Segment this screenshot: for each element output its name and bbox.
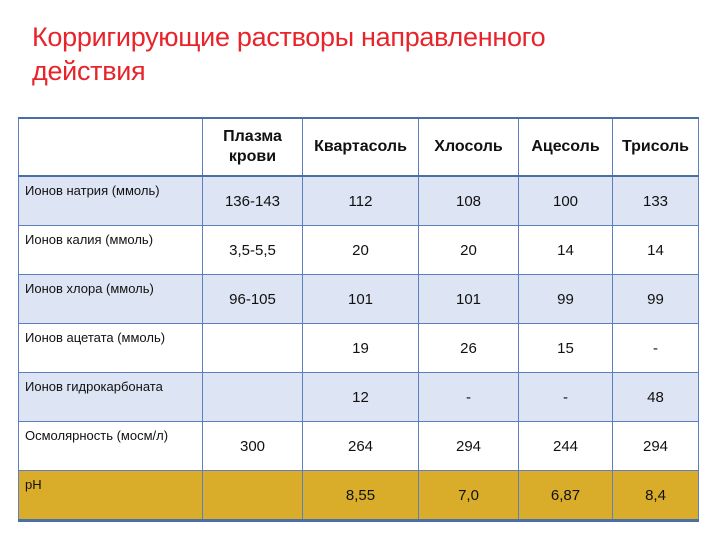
table-cell: 136-143 [203,176,303,226]
table-cell [203,324,303,373]
table-cell: 99 [613,275,699,324]
table-row [19,176,699,226]
table-row-ph [19,471,699,521]
table-cell: 101 [303,275,419,324]
table-cell [203,471,303,521]
table-cell: - [613,324,699,373]
table-cell: 7,0 [419,471,519,521]
table-row [19,275,699,324]
table-cell: 8,55 [303,471,419,521]
table-cell: 14 [613,226,699,275]
table-cell: 294 [419,422,519,471]
table-cell: 133 [613,176,699,226]
table-cell: - [419,373,519,422]
table-cell: 99 [519,275,613,324]
table-cell: 26 [419,324,519,373]
table-cell [203,373,303,422]
table-cell: 96-105 [203,275,303,324]
table-header-row [19,118,699,176]
table-cell: 14 [519,226,613,275]
table-cell: 3,5-5,5 [203,226,303,275]
row-label: Осмолярность (мосм/л) [19,422,203,471]
slide-title-line-1: Корригирующие растворы направленного [32,22,546,52]
table-cell: 20 [303,226,419,275]
row-label: Ионов калия (ммоль) [19,226,203,275]
row-label: pH [19,471,203,521]
table-row [19,226,699,275]
header-cell-khlosol: Хлосоль [419,118,519,176]
row-label: Ионов ацетата (ммоль) [19,324,203,373]
table-cell: 6,87 [519,471,613,521]
solutions-table [18,117,699,522]
table-cell: 264 [303,422,419,471]
table-cell: 100 [519,176,613,226]
row-label: Ионов хлора (ммоль) [19,275,203,324]
table-cell: 12 [303,373,419,422]
header-cell-acesol: Ацесоль [519,118,613,176]
table-cell: 20 [419,226,519,275]
table-cell: 48 [613,373,699,422]
table-cell: - [519,373,613,422]
table-row [19,422,699,471]
slide-title-line-2: действия [32,56,146,86]
table-cell: 112 [303,176,419,226]
header-cell-kvartasol: Квартасоль [303,118,419,176]
row-label: Ионов гидрокарбоната [19,373,203,422]
table-row [19,324,699,373]
header-cell-trisol: Трисоль [613,118,699,176]
table-cell: 19 [303,324,419,373]
header-cell-plasma: Плазма крови [203,118,303,176]
table-cell: 300 [203,422,303,471]
table-cell: 101 [419,275,519,324]
table-row [19,373,699,422]
slide-title [32,20,692,88]
row-label: Ионов натрия (ммоль) [19,176,203,226]
table-cell: 15 [519,324,613,373]
table-cell: 8,4 [613,471,699,521]
table-cell: 294 [613,422,699,471]
table-cell: 108 [419,176,519,226]
header-cell-empty [19,118,203,176]
table-cell: 244 [519,422,613,471]
